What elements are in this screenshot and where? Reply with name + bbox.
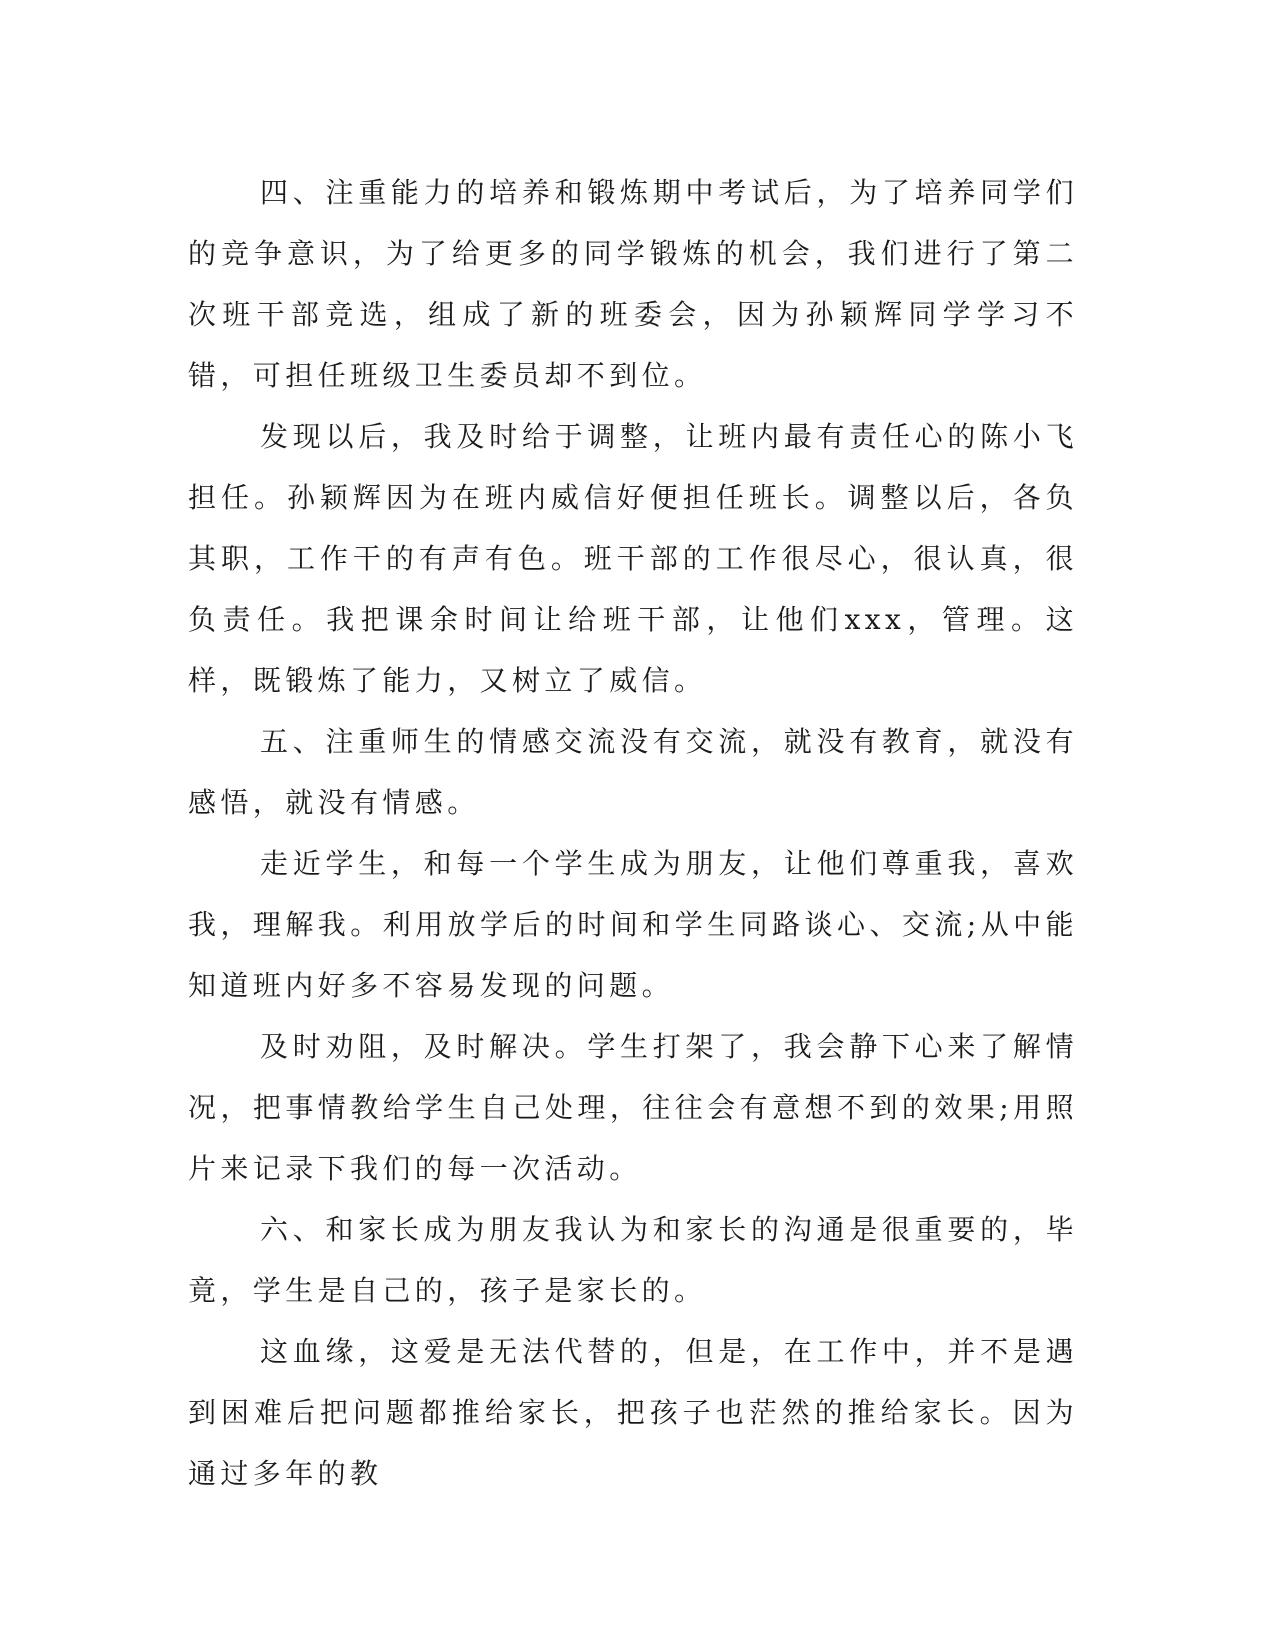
paragraph-ability-training: 四、注重能力的培养和锻炼期中考试后，为了培养同学们的竞争意识，为了给更多的同学锻炼的机会，我们进行了第二次班干部竞选，组成了新的班委会，因为孙颖辉同学学习不错，可担任班级卫生委员却不到位。 [188, 176, 1078, 392]
paragraph-emotional-exchange: 五、注重师生的情感交流没有交流，就没有教育，就没有感悟，就没有情感。 [188, 725, 1078, 819]
paragraph-parents-friends: 六、和家长成为朋友我认为和家长的沟通是很重要的，毕竟，学生是自己的，孩子是家长的。 [188, 1213, 1078, 1307]
paragraph-befriend-students: 走近学生，和每一个学生成为朋友，让他们尊重我，喜欢我，理解我。利用放学后的时间和学生同路谈心、交流;从中能知道班内好多不容易发现的问题。 [188, 847, 1078, 1002]
paragraph-blood-bond: 这血缘，这爱是无法代替的，但是，在工作中，并不是遇到困难后把问题都推给家长，把孩子也茫然的推给家长。因为通过多年的教 [188, 1335, 1078, 1490]
paragraph-adjustment: 发现以后，我及时给于调整，让班内最有责任心的陈小飞担任。孙颖辉因为在班内威信好便担任班长。调整以后，各负其职，工作干的有声有色。班干部的工作很尽心，很认真，很负责任。我把课余时间让给班干部，让他们xxx，管理。这样，既锻炼了能力，又树立了威信。 [188, 420, 1078, 697]
paragraph-timely-resolve: 及时劝阻，及时解决。学生打架了，我会静下心来了解情况，把事情教给学生自己处理，往往会有意想不到的效果;用照片来记录下我们的每一次活动。 [188, 1030, 1078, 1185]
document-body [188, 162, 1078, 1504]
